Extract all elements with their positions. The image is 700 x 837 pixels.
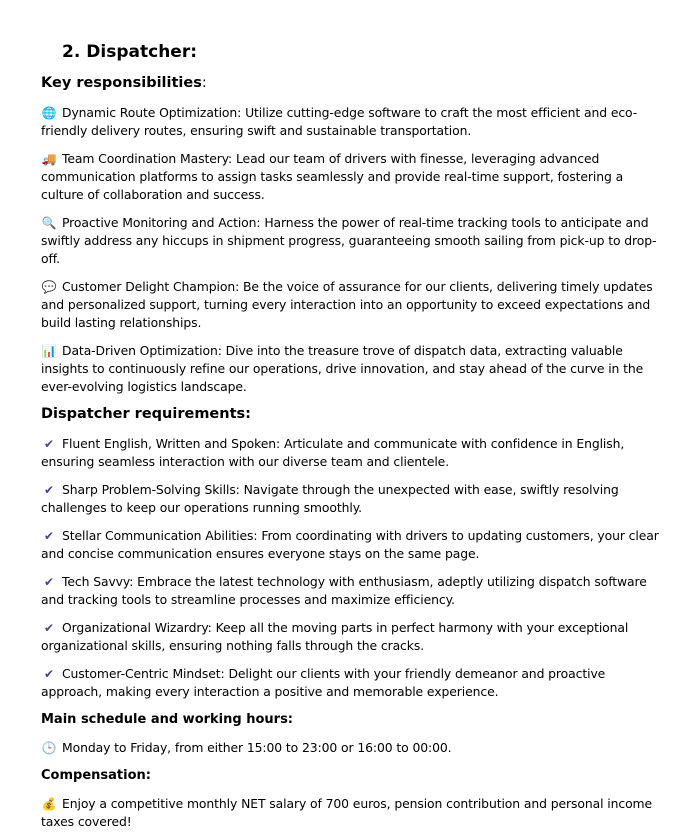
schedule-text: Monday to Friday, from either 15:00 to 23:00 or 16:00 to 00:00. [62, 740, 452, 755]
checkmark-icon: ✔ [44, 575, 54, 589]
bar-chart-icon: 📊 [41, 344, 57, 358]
speech-bubble-icon: 💬 [41, 280, 57, 294]
requirement-item [41, 527, 666, 563]
schedule-heading: Main schedule and working hours: [41, 712, 294, 727]
checkmark-icon: ✔ [44, 437, 54, 451]
checkmark-icon: ✔ [44, 667, 54, 681]
key-responsibilities-heading [41, 73, 666, 93]
magnifying-glass-icon: 🔍 [41, 216, 57, 230]
responsibility-item [41, 104, 666, 140]
requirement-text: Stellar Communication Abilities: From coordinating with drivers to updating customers, your clear and concise communication ensures everyone stays on the same page. [41, 528, 659, 561]
title-number: 2. [62, 42, 81, 62]
requirement-item [41, 665, 666, 701]
money-bag-icon: 💰 [41, 797, 57, 811]
requirement-text: Customer-Centric Mindset: Delight our clients with your friendly demeanor and proactive approach, making every interaction a positive and memorable experience. [41, 666, 606, 699]
responsibility-text: Dynamic Route Optimization: Utilize cutting-edge software to craft the most efficient and eco-friendly delivery routes, ensuring swift and sustainable transportation. [41, 105, 638, 138]
page-title [62, 40, 666, 64]
responsibility-text: Proactive Monitoring and Action: Harness the power of real-time tracking tools to anticipate and swiftly address any hiccups in shipment progress, guaranteeing smooth sailing from pick-up to drop-off. [41, 215, 657, 266]
schedule-text-line [41, 739, 666, 757]
requirement-item [41, 481, 666, 517]
compensation-text: Enjoy a competitive monthly NET salary of 700 euros, pension contribution and personal income taxes covered! [41, 796, 653, 829]
dispatcher-requirements-heading: Dispatcher requirements: [41, 406, 251, 422]
requirement-text: Organizational Wizardry: Keep all the moving parts in perfect harmony with your exceptional organizational skills, ensuring nothing falls through the cracks. [41, 620, 629, 653]
truck-icon: 🚚 [41, 152, 57, 166]
compensation-heading: Compensation: [41, 768, 151, 783]
key-responsibilities-label: Key responsibilities [41, 75, 202, 91]
responsibility-text: Customer Delight Champion: Be the voice of assurance for our clients, delivering timely updates and personalized support, turning every interaction into an opportunity to exceed expectations and build lasting relationships. [41, 279, 653, 330]
requirement-text: Fluent English, Written and Spoken: Articulate and communicate with confidence in English, ensuring seamless interaction with our diverse team and clientele. [41, 436, 625, 469]
responsibility-text: Data-Driven Optimization: Dive into the treasure trove of dispatch data, extracting valuable insights to continuously refine our operations, drive innovation, and stay ahead of the curve in the ever-evolving logistics landscape. [41, 343, 644, 394]
responsibility-item [41, 342, 666, 396]
requirement-item [41, 619, 666, 655]
responsibility-text: Team Coordination Mastery: Lead our team of drivers with finesse, leveraging advanced communication platforms to assign tasks seamlessly and provide real-time support, fostering a culture of collaboration and success. [41, 151, 624, 202]
requirement-text: Sharp Problem-Solving Skills: Navigate through the unexpected with ease, swiftly resolving challenges to keep our operations running smoothly. [41, 482, 619, 515]
checkmark-icon: ✔ [44, 529, 54, 543]
requirement-item [41, 573, 666, 609]
checkmark-icon: ✔ [44, 621, 54, 635]
clock-icon: 🕒 [41, 741, 57, 755]
compensation-text-line [41, 795, 666, 831]
globe-icon: 🌐 [41, 106, 57, 120]
responsibility-item [41, 214, 666, 268]
checkmark-icon: ✔ [44, 483, 54, 497]
responsibility-item [41, 278, 666, 332]
responsibility-item [41, 150, 666, 204]
title-text: Dispatcher: [86, 42, 198, 62]
key-responsibilities-colon: : [201, 75, 207, 91]
requirement-text: Tech Savvy: Embrace the latest technology with enthusiasm, adeptly utilizing dispatch software and tracking tools to streamline processes and maximize efficiency. [41, 574, 647, 607]
requirement-item [41, 435, 666, 471]
document [41, 40, 666, 831]
